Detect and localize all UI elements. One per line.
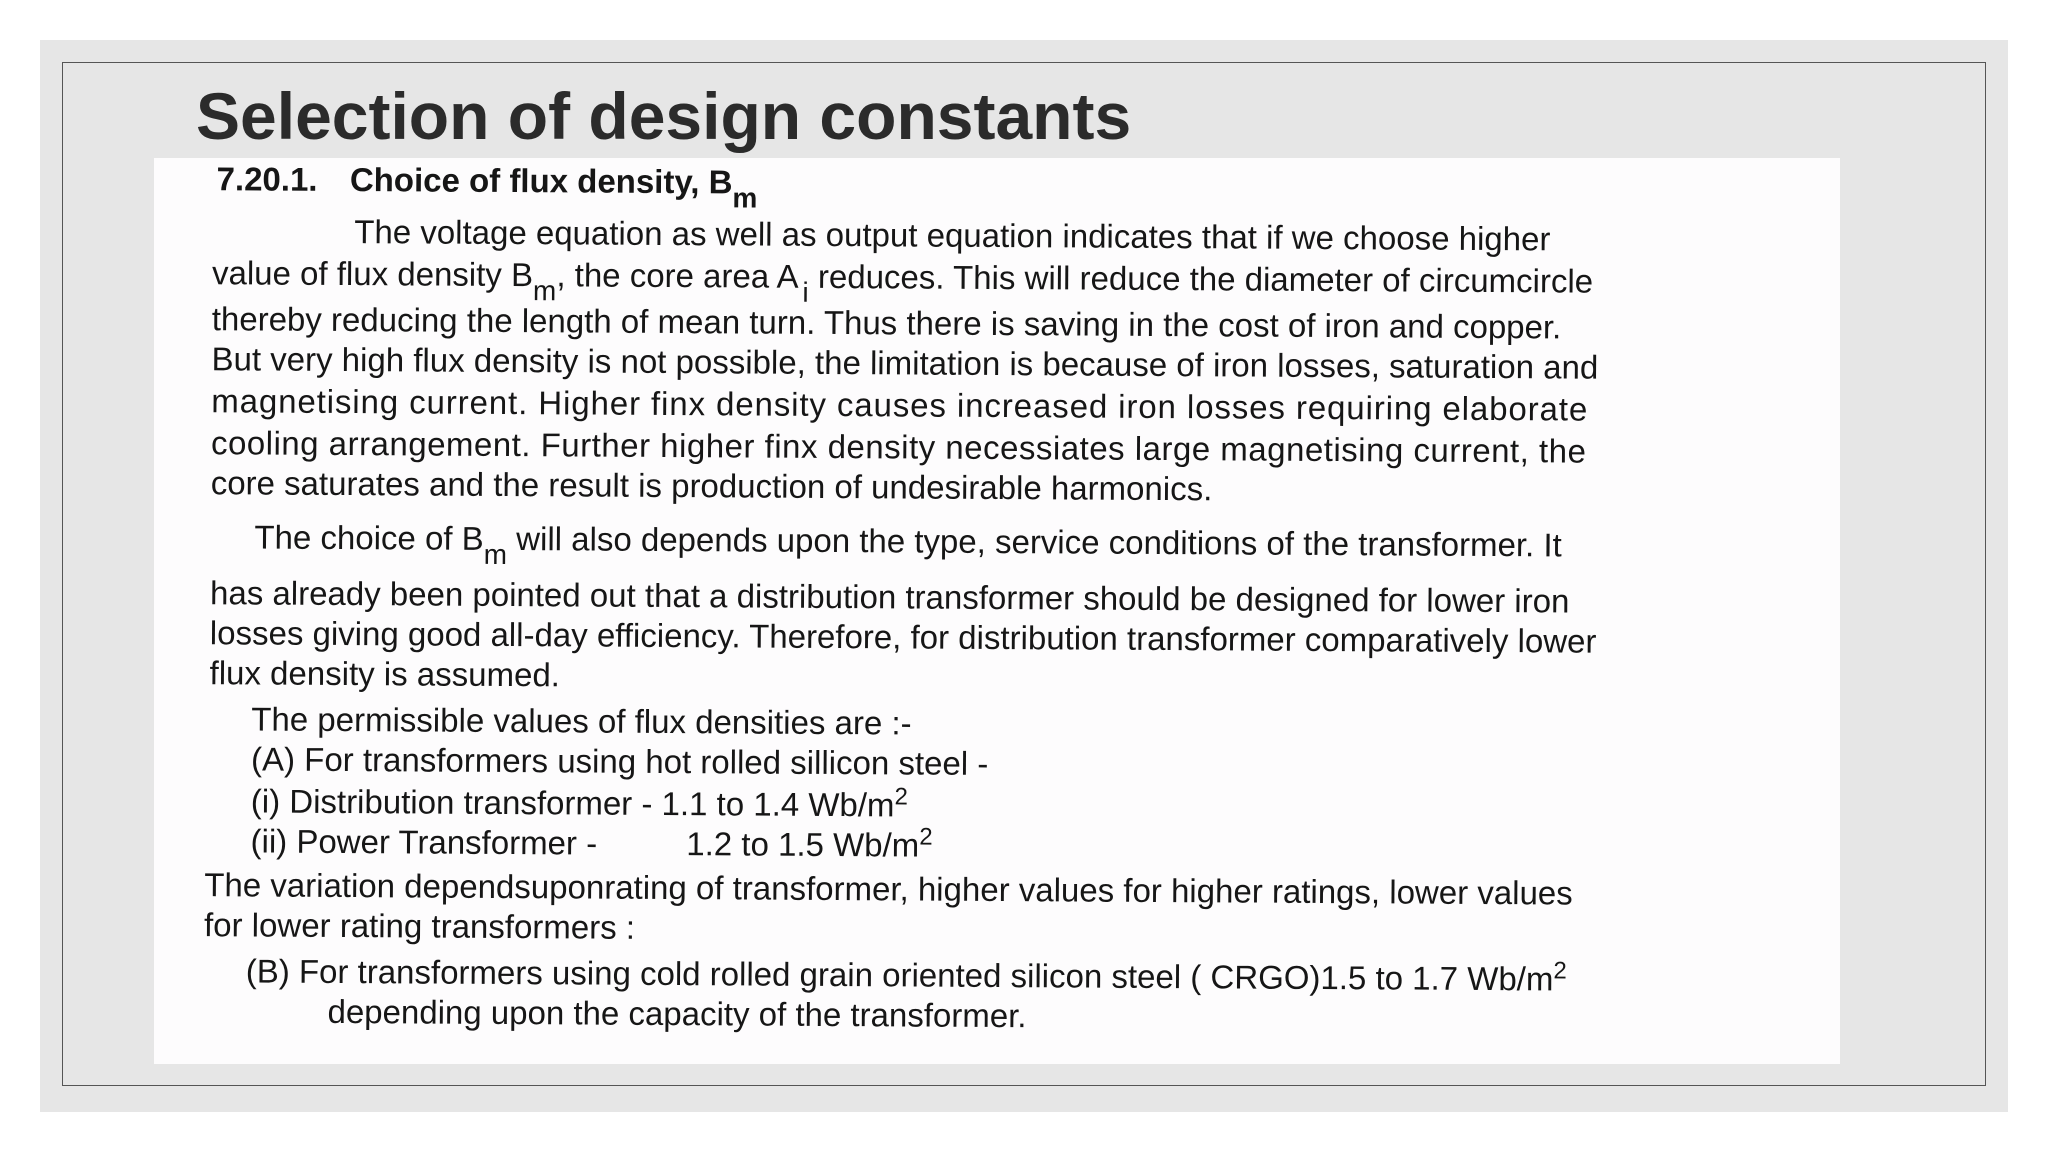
power-transformer-range: 1.2 to 1.5 Wb/m (686, 825, 920, 864)
paragraph1-line3: thereby reducing the length of mean turn. Thus there is saving in the cost of iron and copper. (211, 300, 1562, 346)
paragraph1-line2-c: reduces. This will reduce the diameter of circumcircle (808, 257, 1594, 300)
superscript-2: 2 (919, 823, 933, 851)
values-a-heading: (A) For transformers using hot rolled sillicon steel - (250, 740, 989, 782)
section-number: 7.20.1. (216, 160, 318, 198)
paragraph2-line1 (254, 517, 1562, 571)
crgo-range: (B) For transformers using cold rolled grain oriented silicon steel ( CRGO)1.5 to 1.7 Wb/m (245, 952, 1554, 998)
paragraph1-line2-a: value of flux density B (211, 254, 534, 294)
paragraph1-line2-b: , the core area A (556, 256, 799, 295)
values-a-ii (250, 821, 932, 869)
paragraph2-subscript-m: m (483, 538, 508, 571)
distribution-transformer-range: (i) Distribution transformer - 1.1 to 1.4 Wb/m (250, 782, 895, 824)
paragraph2-line2: has already been pointed out that a distribution transformer should be designed for lower iron (209, 574, 1570, 620)
paragraph1-line6: cooling arrangement. Further higher finx density necessiates large magnetising current, the (210, 424, 1587, 470)
superscript-2: 2 (1553, 957, 1567, 985)
scanned-textbook-image (154, 158, 1840, 1064)
paragraph1-line5: magnetising current. Higher finx density causes increased iron losses requiring elaborate (211, 382, 1589, 428)
scanned-page-content (154, 158, 1840, 1064)
section-heading (216, 159, 758, 214)
paragraph2-line3: losses giving good all-day efficiency. Therefore, for distribution transformer comparatively lower (209, 614, 1597, 660)
values-b-line2: depending upon the capacity of the transformer. (327, 992, 1027, 1035)
paragraph1-line1: The voltage equation as well as output equation indicates that if we choose higher (354, 213, 1551, 258)
paragraph1-line4: But very high flux density is not possible, the limitation is because of iron losses, saturation and (211, 340, 1599, 386)
paragraph1-line2 (211, 253, 1594, 308)
flux-subscript-m: m (532, 275, 557, 307)
power-transformer-label: (ii) Power Transformer - (250, 822, 598, 862)
slide-title: Selection of design constants (196, 79, 1132, 153)
paragraph2-line1-b: will also depends upon the type, service conditions of the transformer. It (506, 520, 1562, 564)
paragraph1-line7: core saturates and the result is production of undesirable harmonics. (210, 464, 1213, 508)
variation-line1: The variation dependsuponrating of transformer, higher values for higher ratings, lower values (204, 866, 1573, 912)
superscript-2: 2 (894, 783, 908, 811)
variation-line2: for lower rating transformers : (203, 906, 636, 946)
section-heading-text: Choice of flux density, B (349, 161, 733, 201)
paragraph2-line4: flux density is assumed. (209, 654, 561, 694)
core-area-subscript-i: i (802, 276, 809, 308)
paragraph2-line1-a: The choice of B (254, 518, 484, 557)
section-heading-subscript: m (732, 182, 758, 214)
values-intro: The permissible values of flux densities are :- (251, 700, 912, 742)
